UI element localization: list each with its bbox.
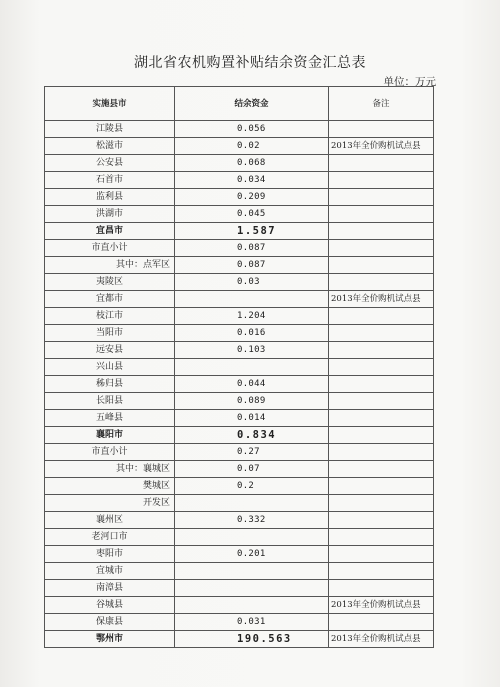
balance-cell: 0.07	[175, 461, 329, 478]
table-row	[45, 274, 434, 291]
note-cell	[329, 257, 434, 274]
balance-cell	[175, 495, 329, 512]
note-cell	[329, 308, 434, 325]
note-cell	[329, 410, 434, 427]
county-cell: 开发区	[45, 495, 175, 512]
note-cell	[329, 121, 434, 138]
table-row	[45, 223, 434, 240]
balance-cell: 0.034	[175, 172, 329, 189]
note-cell	[329, 495, 434, 512]
table-header-row	[45, 87, 434, 121]
table-row	[45, 240, 434, 257]
balance-cell	[175, 291, 329, 308]
county-cell: 兴山县	[45, 359, 175, 376]
balance-cell: 0.2	[175, 478, 329, 495]
table-row	[45, 546, 434, 563]
county-cell: 宜城市	[45, 563, 175, 580]
note-cell: 2013年全价购机试点县	[329, 597, 434, 614]
balance-cell: 0.332	[175, 512, 329, 529]
note-cell: 2013年全价购机试点县	[329, 631, 434, 648]
note-cell	[329, 325, 434, 342]
county-cell: 石首市	[45, 172, 175, 189]
county-cell: 长阳县	[45, 393, 175, 410]
table-row	[45, 529, 434, 546]
note-cell	[329, 240, 434, 257]
county-cell: 南漳县	[45, 580, 175, 597]
table-row	[45, 614, 434, 631]
county-cell: 襄阳市	[45, 427, 175, 444]
table-row	[45, 121, 434, 138]
county-cell: 监利县	[45, 189, 175, 206]
summary-table	[44, 86, 434, 648]
county-cell: 枣阳市	[45, 546, 175, 563]
table-row	[45, 325, 434, 342]
county-cell: 江陵县	[45, 121, 175, 138]
county-cell: 松滋市	[45, 138, 175, 155]
county-cell: 老河口市	[45, 529, 175, 546]
note-cell	[329, 461, 434, 478]
table-row	[45, 410, 434, 427]
balance-cell: 0.087	[175, 257, 329, 274]
table-row	[45, 257, 434, 274]
note-cell	[329, 274, 434, 291]
note-cell	[329, 427, 434, 444]
table-row	[45, 444, 434, 461]
county-cell: 市直小计	[45, 240, 175, 257]
table-row	[45, 308, 434, 325]
note-cell	[329, 206, 434, 223]
balance-cell: 0.209	[175, 189, 329, 206]
note-cell	[329, 189, 434, 206]
table-row	[45, 291, 434, 308]
balance-cell: 0.087	[175, 240, 329, 257]
table-row	[45, 155, 434, 172]
county-cell: 秭归县	[45, 376, 175, 393]
table-row	[45, 359, 434, 376]
table-row	[45, 580, 434, 597]
column-header-balance: 结余资金	[175, 87, 329, 121]
balance-cell: 0.089	[175, 393, 329, 410]
note-cell	[329, 444, 434, 461]
balance-cell: 190.563	[175, 631, 329, 648]
note-cell	[329, 376, 434, 393]
note-cell	[329, 512, 434, 529]
county-cell: 保康县	[45, 614, 175, 631]
note-cell	[329, 529, 434, 546]
balance-cell: 1.587	[175, 223, 329, 240]
county-cell: 市直小计	[45, 444, 175, 461]
balance-cell	[175, 359, 329, 376]
county-cell: 远安县	[45, 342, 175, 359]
county-cell: 当阳市	[45, 325, 175, 342]
balance-cell: 0.068	[175, 155, 329, 172]
county-cell: 谷城县	[45, 597, 175, 614]
balance-cell: 0.031	[175, 614, 329, 631]
note-cell	[329, 393, 434, 410]
table-row	[45, 563, 434, 580]
table-row	[45, 189, 434, 206]
county-cell: 五峰县	[45, 410, 175, 427]
table-row	[45, 461, 434, 478]
table-row	[45, 512, 434, 529]
balance-cell: 0.045	[175, 206, 329, 223]
note-cell	[329, 155, 434, 172]
balance-cell	[175, 580, 329, 597]
table-row	[45, 427, 434, 444]
note-cell	[329, 614, 434, 631]
county-cell: 夷陵区	[45, 274, 175, 291]
balance-cell: 0.103	[175, 342, 329, 359]
table-row	[45, 138, 434, 155]
table-row	[45, 597, 434, 614]
table-row	[45, 206, 434, 223]
county-cell: 襄州区	[45, 512, 175, 529]
county-cell: 其中：点军区	[45, 257, 175, 274]
table-row	[45, 478, 434, 495]
county-cell: 洪湖市	[45, 206, 175, 223]
county-cell: 鄂州市	[45, 631, 175, 648]
note-cell	[329, 342, 434, 359]
note-cell	[329, 563, 434, 580]
balance-cell: 0.056	[175, 121, 329, 138]
county-cell: 樊城区	[45, 478, 175, 495]
county-cell: 枝江市	[45, 308, 175, 325]
note-cell	[329, 172, 434, 189]
balance-cell: 0.02	[175, 138, 329, 155]
balance-cell	[175, 597, 329, 614]
note-cell	[329, 478, 434, 495]
balance-cell: 0.014	[175, 410, 329, 427]
table-row	[45, 376, 434, 393]
balance-cell	[175, 529, 329, 546]
table-row	[45, 342, 434, 359]
balance-cell: 0.201	[175, 546, 329, 563]
balance-cell: 0.044	[175, 376, 329, 393]
balance-cell	[175, 563, 329, 580]
county-cell: 宜昌市	[45, 223, 175, 240]
note-cell: 2013年全价购机试点县	[329, 291, 434, 308]
county-cell: 其中：襄城区	[45, 461, 175, 478]
table-row	[45, 393, 434, 410]
column-header-note: 备注	[329, 87, 434, 121]
note-cell	[329, 359, 434, 376]
county-cell: 宜都市	[45, 291, 175, 308]
page-title: 湖北省农机购置补贴结余资金汇总表	[134, 55, 366, 71]
note-cell	[329, 223, 434, 240]
table-row	[45, 495, 434, 512]
balance-cell: 0.016	[175, 325, 329, 342]
table-row	[45, 631, 434, 648]
note-cell	[329, 546, 434, 563]
unit-label: 单位：万元	[383, 76, 436, 88]
county-cell: 公安县	[45, 155, 175, 172]
balance-cell: 0.834	[175, 427, 329, 444]
table-row	[45, 172, 434, 189]
note-cell: 2013年全价购机试点县	[329, 138, 434, 155]
note-cell	[329, 580, 434, 597]
balance-cell: 0.03	[175, 274, 329, 291]
balance-cell: 0.27	[175, 444, 329, 461]
column-header-county: 实施县市	[45, 87, 175, 121]
balance-cell: 1.204	[175, 308, 329, 325]
